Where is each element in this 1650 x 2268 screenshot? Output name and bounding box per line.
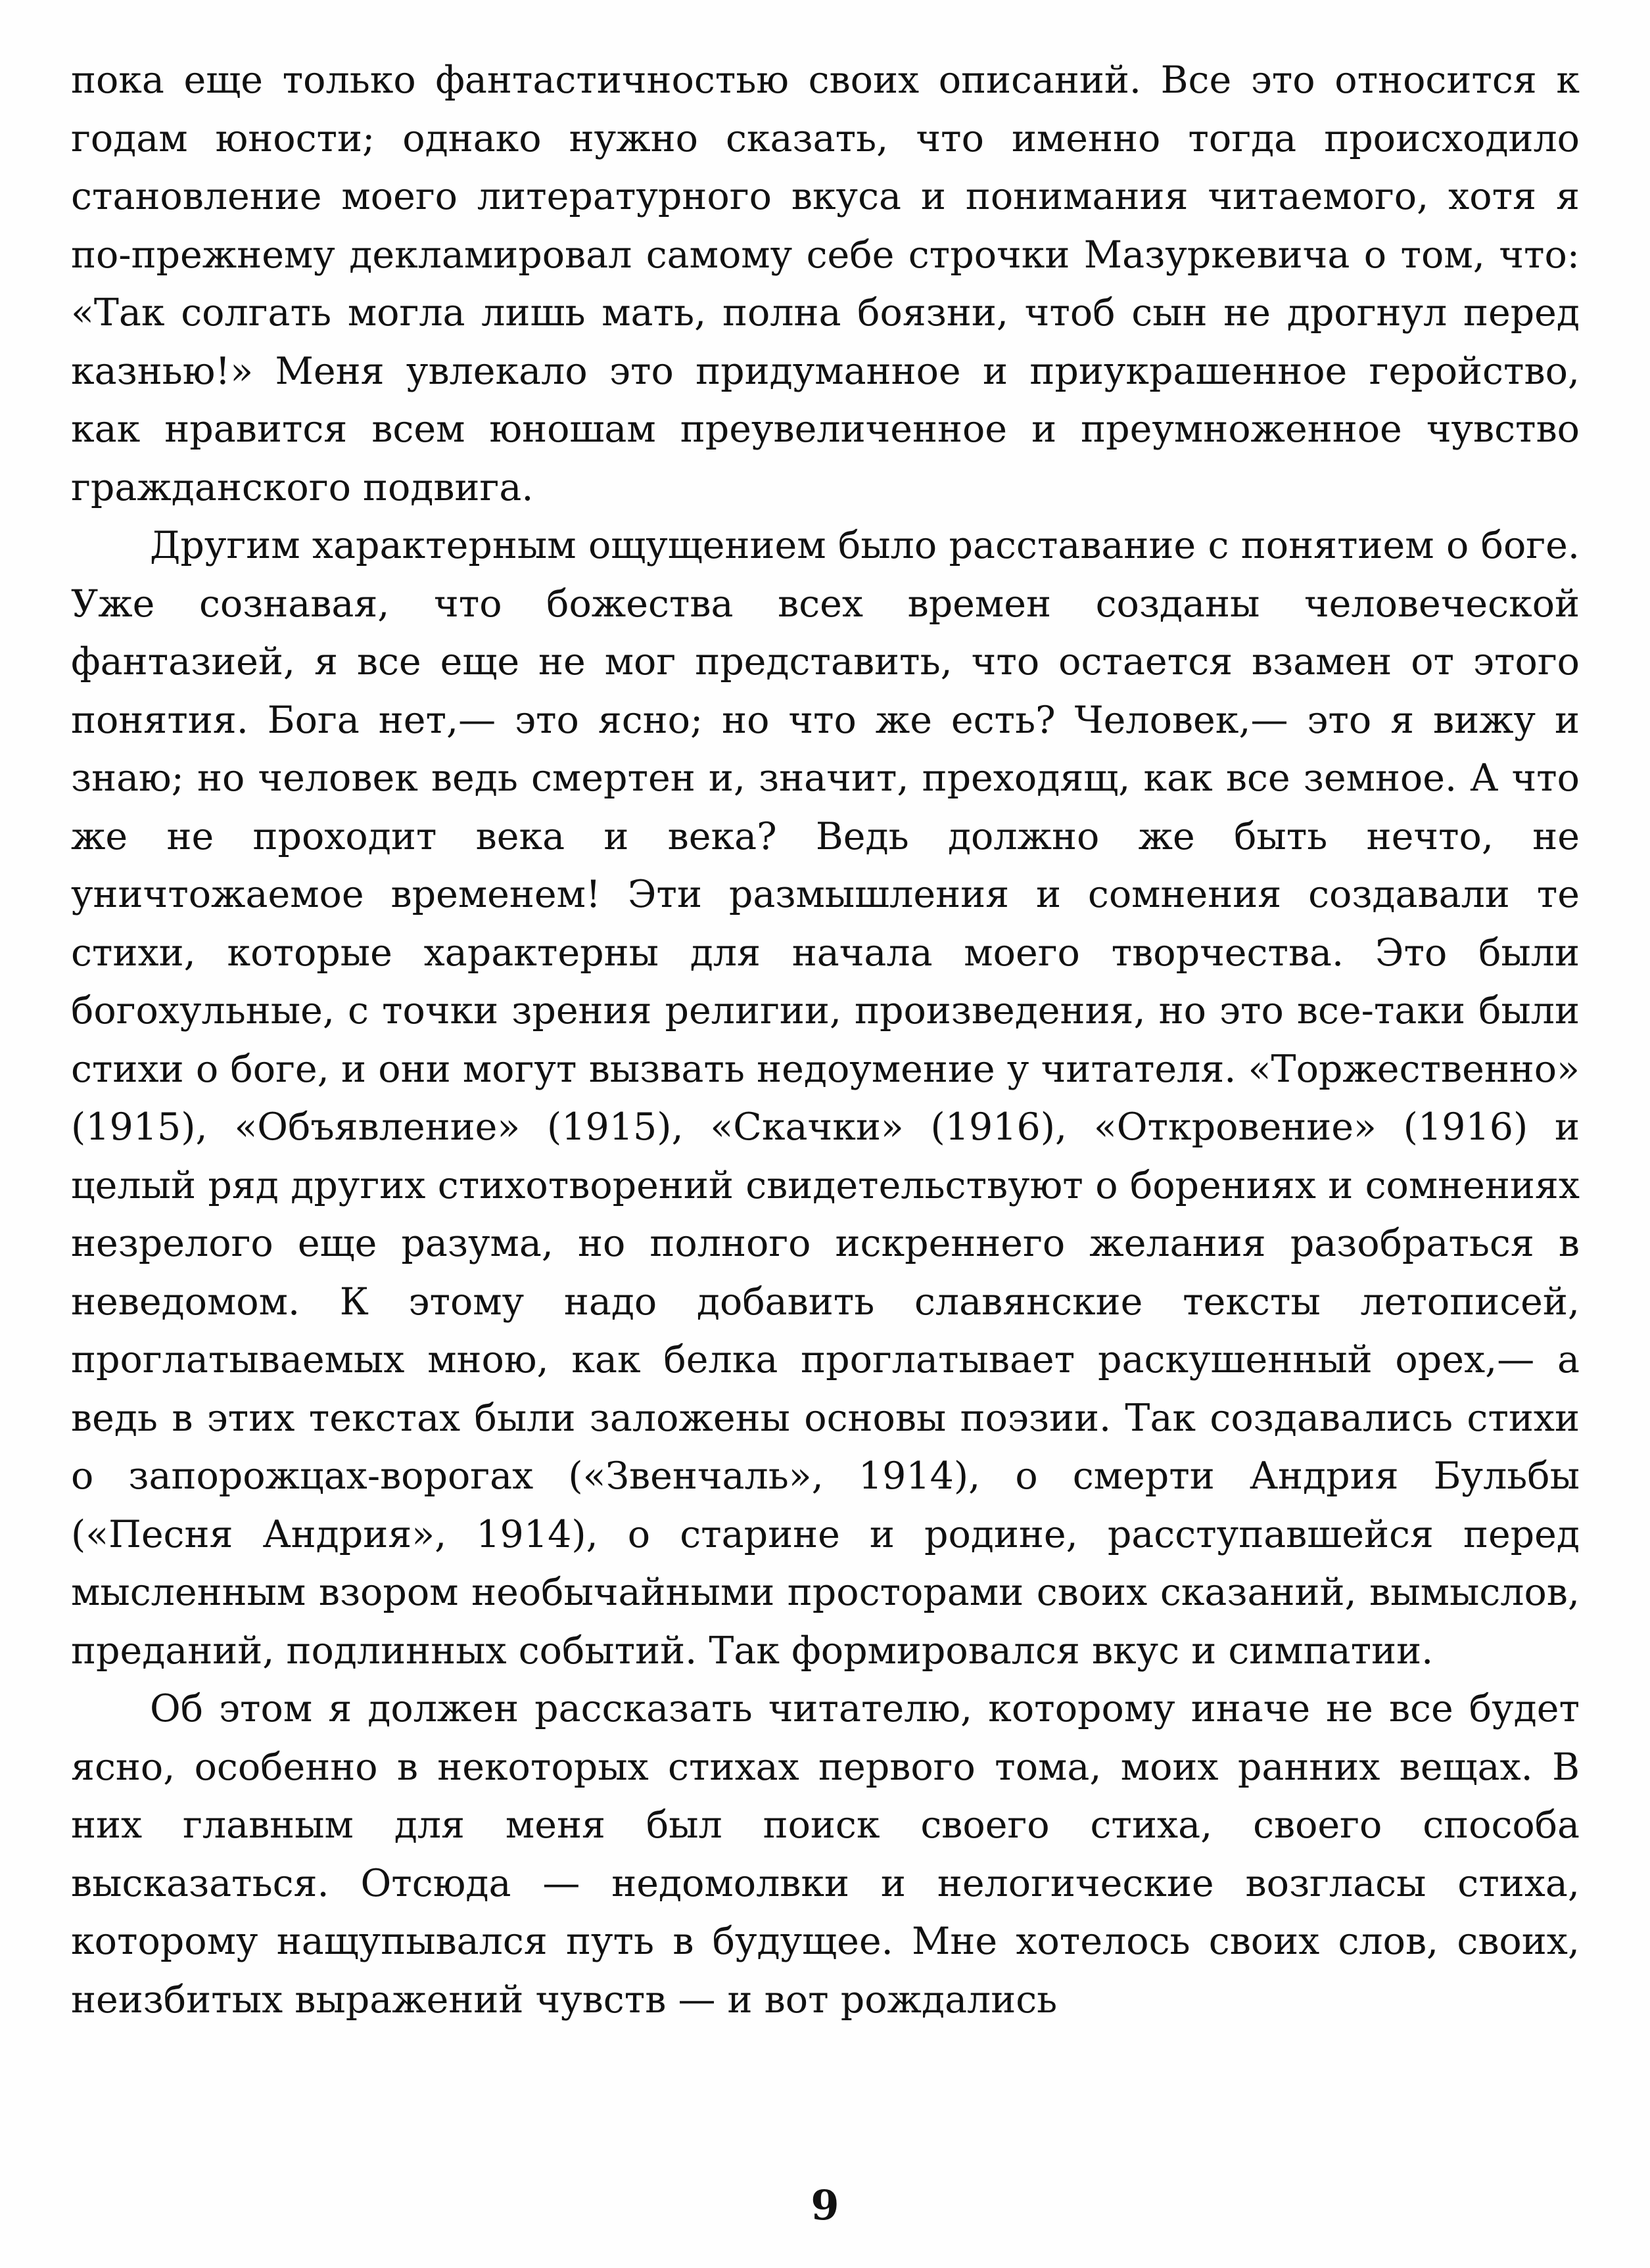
body-text	[71, 51, 1580, 2029]
paragraph-2: Другим характерным ощущением было расставание с понятием о боге. Уже сознавая, что божества всех времен созданы человеческой фантазией, я все еще не мог представить, что остается взамен от этого понятия. Бога нет,— это ясно; но что же есть? Человек,— это я вижу и знаю; но человек ведь смертен и, значит, преходящ, как все земное. А что же не проходит века и века? Ведь должно же быть нечто, не уничтожаемое временем! Эти размышления и сомнения создавали те стихи, которые характерны для начала моего творчества. Это были богохульные, с точки зрения религии, произведения, но это все-таки были стихи о боге, и они могут вызвать недоумение у читателя. «Торжественно» (1915), «Объявление» (1915), «Скачки» (1916), «Откровение» (1916) и целый ряд других стихотворений свидетельствуют о борениях и сомнениях незрелого еще разума, но полного искреннего желания разобраться в неведомом. К этому надо добавить славянские тексты летописей, проглатываемых мною, как белка проглатывает раскушенный орех,— а ведь в этих текстах были заложены основы поэзии. Так создавались стихи о запорожцах-ворогах («Звенчаль», 1914), о смерти Андрия Бульбы («Песня Андрия», 1914), о старине и родине, расступавшейся перед мысленным взором необычайными просторами своих сказаний, вымыслов, преданий, подлинных событий. Так формировался вкус и симпатии.	[71, 524, 1580, 1673]
page-number: 9	[811, 2181, 839, 2229]
paragraph-3: Об этом я должен рассказать читателю, которому иначе не все будет ясно, особенно в некоторых стихах первого тома, моих ранних вещах. В них главным для меня был поиск своего стиха, своего способа высказаться. Отсюда — недомолвки и нелогические возгласы стиха, которому нащупывался путь в будущее. Мне хотелось своих слов, своих, неизбитых выражений чувств — и вот рождались	[71, 1687, 1580, 2022]
paragraph-1: пока еще только фантастичностью своих описаний. Все это относится к годам юности; однако нужно сказать, что именно тогда происходило становление моего литературного вкуса и понимания читаемого, хотя я по-прежнему декламировал самому себе строчки Мазуркевича о том, что: «Так солгать могла лишь мать, полна боязни, чтоб сын не дрогнул перед казнью!» Меня увлекало это придуманное и приукрашенное геройство, как нравится всем юношам преувеличенное и преумноженное чувство гражданского подвига.	[71, 58, 1580, 509]
